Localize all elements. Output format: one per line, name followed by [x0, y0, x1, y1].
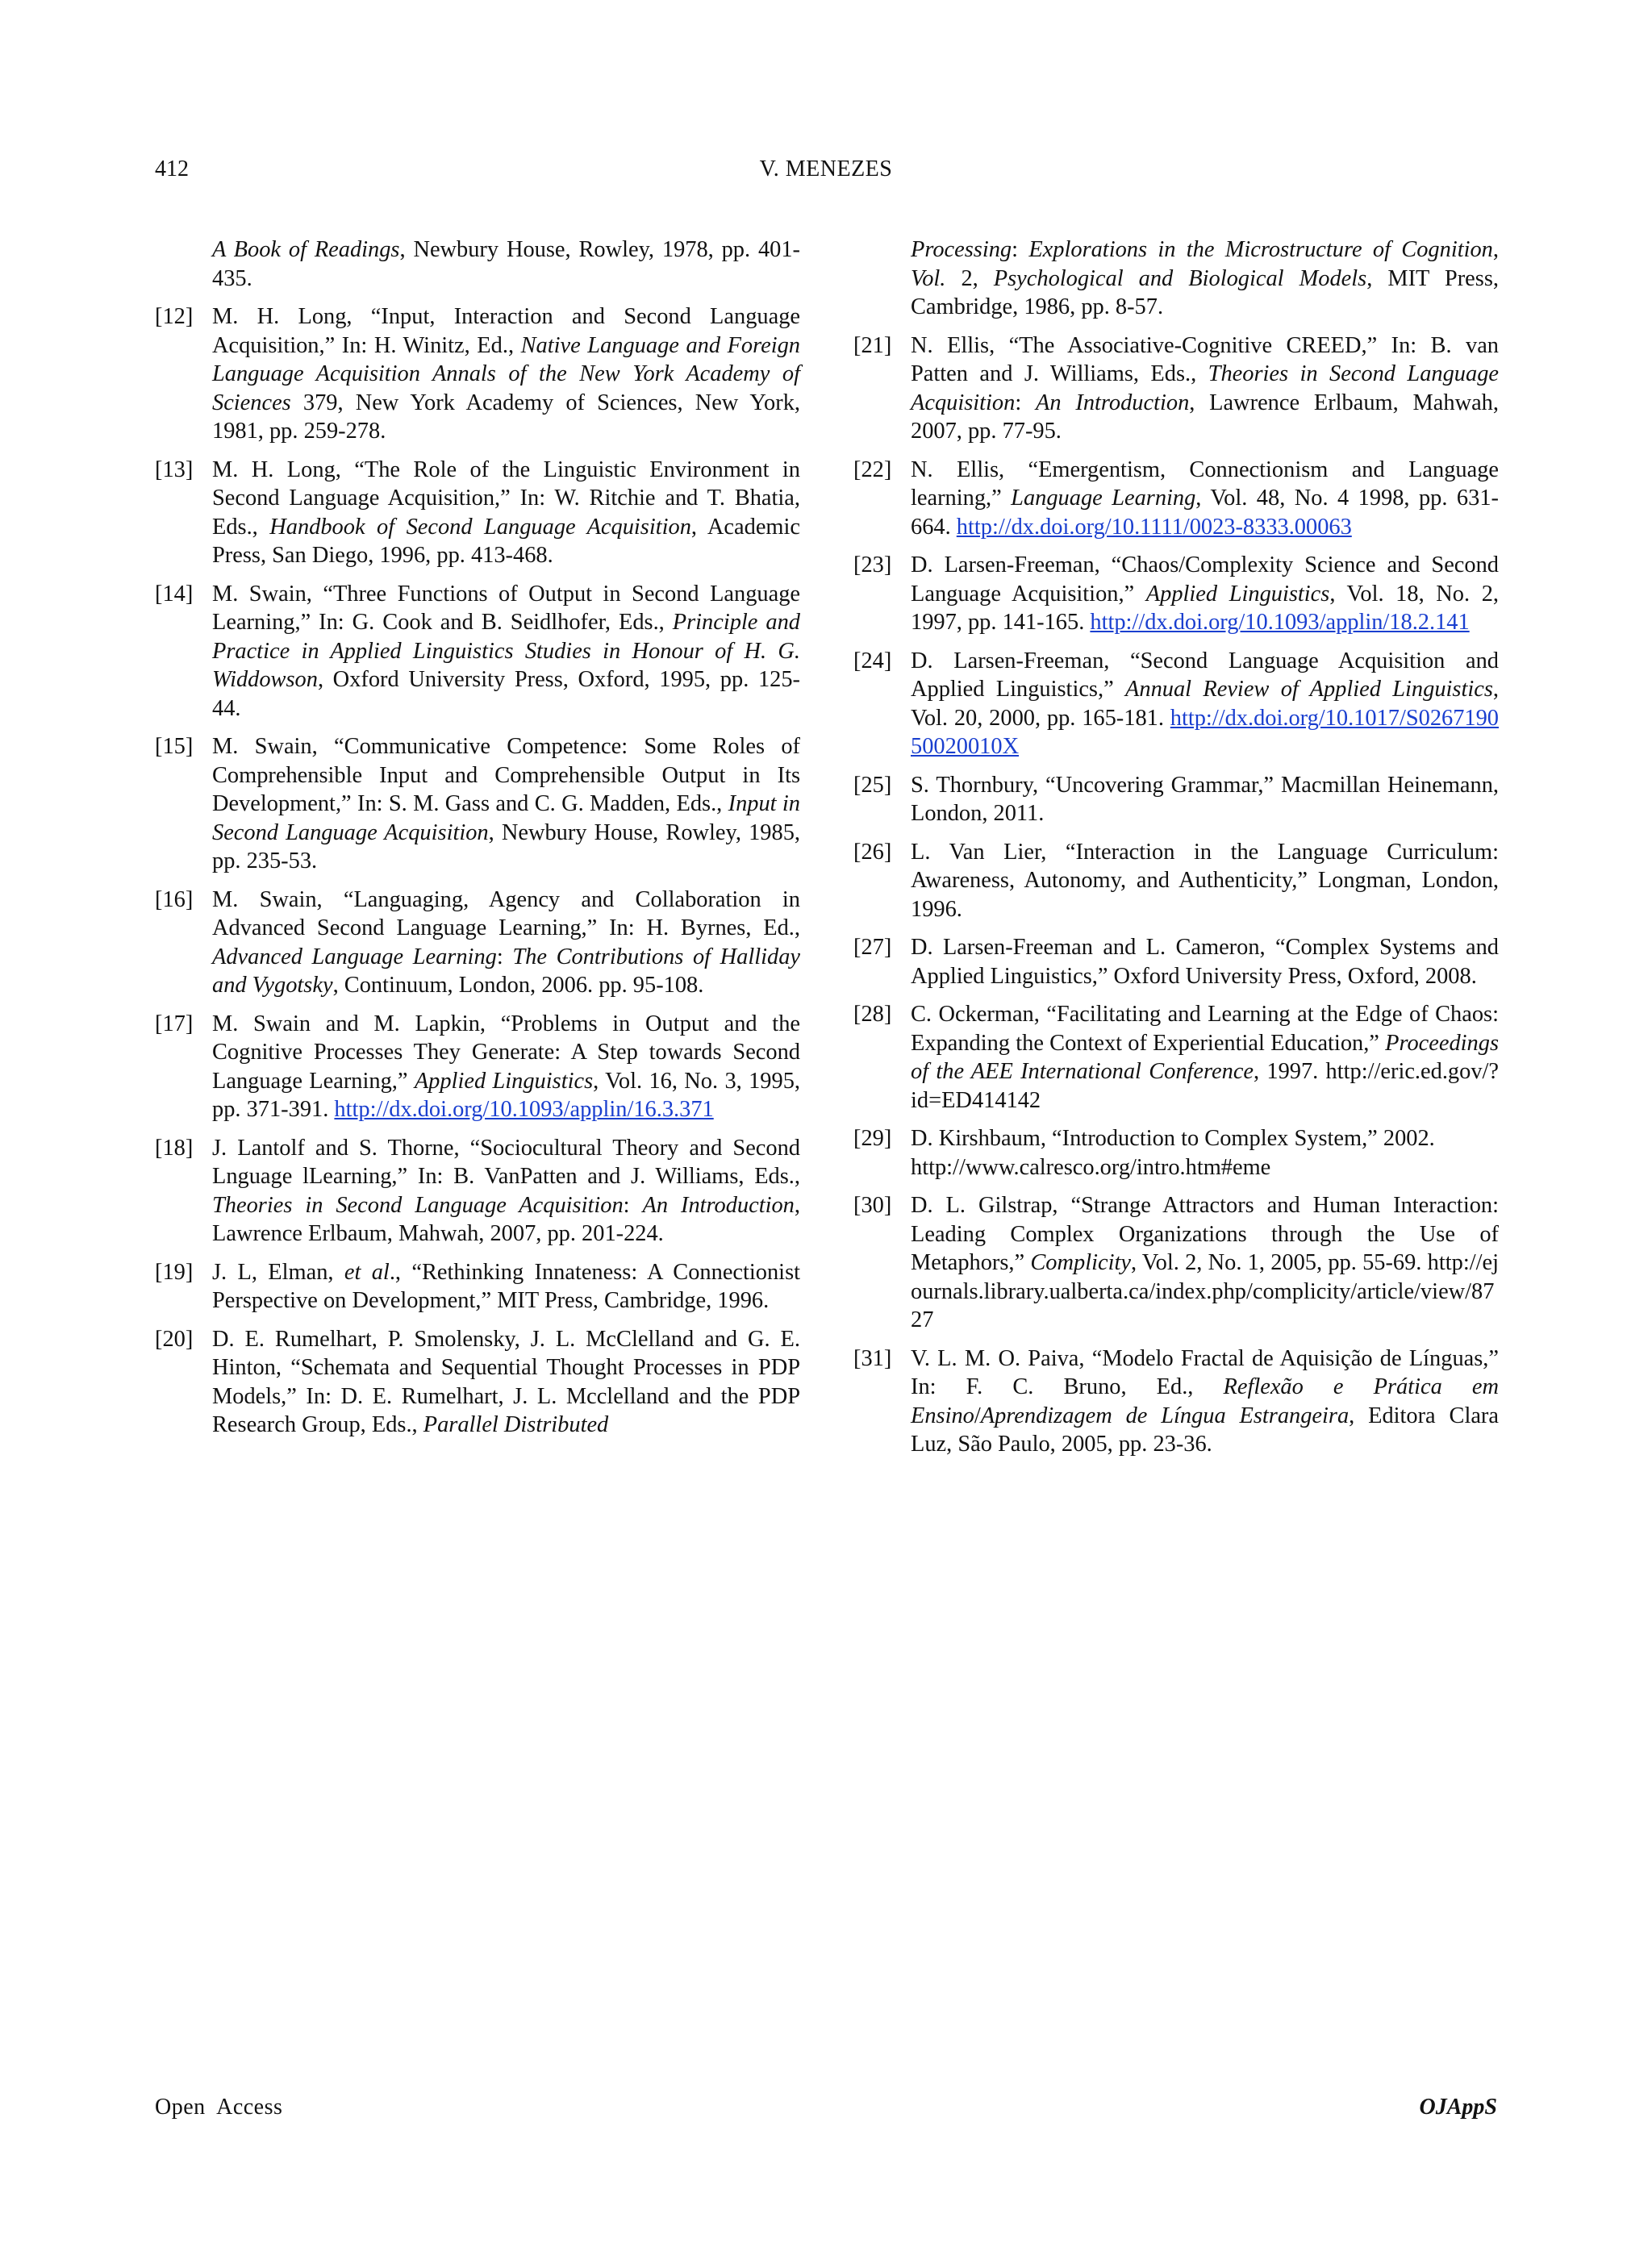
reference-number: [13] — [155, 457, 194, 482]
reference-text: N. Ellis, “Emergentism, Connectionism and Language learning,” Language Learning, Vol. 48, No. 4 1998, pp. 631-664. http://dx.doi.org/10.1111/0023-8333.00063 — [911, 457, 1499, 540]
reference-text: D. Larsen-Freeman, “Second Language Acquisition and Applied Linguistics,” Annual Review of Applied Linguistics, Vol. 20, 2000, pp. 165-181. http://dx.doi.org/10.1017/S026719050020010X — [911, 648, 1499, 759]
reference-text: D. Larsen-Freeman, “Chaos/Complexity Science and Second Language Acquisition,” Applied Linguistics, Vol. 18, No. 2, 1997, pp. 141-165. http://dx.doi.org/10.1093/applin/18.2.141 — [911, 552, 1499, 635]
reference-14 — [155, 580, 800, 723]
reference-13 — [155, 456, 800, 570]
journal-abbreviation: OJAppS — [1419, 2095, 1497, 2120]
reference-number: [24] — [853, 648, 892, 673]
page-number: 412 — [155, 156, 189, 181]
reference-17 — [155, 1010, 800, 1124]
reference-number: [18] — [155, 1135, 194, 1161]
reference-number: [28] — [853, 1002, 892, 1027]
reference-text: M. Swain, “Communicative Competence: Some Roles of Comprehensible Input and Comprehensible Output in Its Development,” In: S. M. Gass and C. G. Madden, Eds., Input in Second Language Acquisition, Newbury House, Rowley, 1985, pp. 235-53. — [212, 734, 800, 873]
doi-link[interactable]: http://dx.doi.org/10.1017/S026719050020010X — [911, 705, 1499, 759]
reference-text: L. Van Lier, “Interaction in the Language Curriculum: Awareness, Autonomy, and Authenticity,” Longman, London, 1996. — [911, 839, 1499, 922]
reference-30 — [853, 1191, 1499, 1335]
reference-28 — [853, 1000, 1499, 1115]
doi-link[interactable]: http://dx.doi.org/10.1111/0023-8333.00063 — [956, 514, 1352, 540]
reference-21 — [853, 331, 1499, 446]
reference-text: C. Ockerman, “Facilitating and Learning at the Edge of Chaos: Expanding the Context of Experiential Education,” Proceedings of the AEE International Conference, 1997. http://eric.ed.gov/?id=ED414142 — [911, 1002, 1499, 1113]
reference-29 — [853, 1124, 1499, 1182]
reference-19 — [155, 1258, 800, 1315]
reference-25 — [853, 771, 1499, 828]
reference-11-continuation: A Book of Readings, Newbury House, Rowley, 1978, pp. 401-435. — [212, 237, 800, 291]
reference-text: D. Larsen-Freeman and L. Cameron, “Complex Systems and Applied Linguistics,” Oxford University Press, Oxford, 2008. — [911, 935, 1499, 989]
reference-text: M. Swain, “Languaging, Agency and Collaboration in Advanced Second Language Learning,” In: H. Byrnes, Ed., Advanced Language Learning: The Contributions of Halliday and Vygotsky, Continuum, London, 2006. pp. 95-108. — [212, 886, 800, 998]
reference-12 — [155, 302, 800, 446]
reference-number: [12] — [155, 304, 194, 329]
reference-18 — [155, 1134, 800, 1249]
doi-link[interactable]: http://dx.doi.org/10.1093/applin/16.3.371 — [334, 1097, 714, 1122]
reference-20 — [155, 1325, 800, 1440]
reference-31 — [853, 1345, 1499, 1459]
reference-26 — [853, 838, 1499, 924]
reference-16 — [155, 886, 800, 1000]
reference-number: [26] — [853, 839, 892, 865]
references-left-column — [155, 236, 800, 1449]
journal-url: http://ejournals.library.ualberta.ca/index.php/complicity/article/view/8727 — [911, 1250, 1499, 1332]
reference-number: [23] — [853, 552, 892, 577]
reference-number: [29] — [853, 1126, 892, 1151]
reference-number: [17] — [155, 1011, 194, 1036]
running-title: V. MENEZES — [759, 156, 893, 181]
reference-number: [21] — [853, 332, 892, 358]
reference-text: M. Swain, “Three Functions of Output in Second Language Learning,” In: G. Cook and B. Seidlhofer, Eds., Principle and Practice in Applied Linguistics Studies in Honour of H. G. Widdowson, Oxford University Press, Oxford, 1995, pp. 125-44. — [212, 581, 800, 721]
reference-24 — [853, 647, 1499, 761]
reference-text: V. L. M. O. Paiva, “Modelo Fractal de Aquisição de Línguas,” In: F. C. Bruno, Ed., Reflexão e Prática em Ensino/Aprendizagem de Língua Estrangeira, Editora Clara Luz, São Paulo, 2005, pp. 23-36. — [911, 1345, 1500, 1457]
reference-number: [25] — [853, 772, 892, 798]
reference-text: S. Thornbury, “Uncovering Grammar,” Macmillan Heinemann, London, 2011. — [911, 772, 1499, 826]
page-header — [155, 156, 1497, 189]
reference-text: D. Kirshbaum, “Introduction to Complex System,” 2002. http://www.calresco.org/intro.htm#eme — [911, 1126, 1435, 1180]
references-right-column — [853, 236, 1499, 1469]
reference-text: N. Ellis, “The Associative-Cognitive CREED,” In: B. van Patten and J. Williams, Eds., Theories in Second Language Acquisition: An Introduction, Lawrence Erlbaum, Mahwah, 2007, pp. 77-95. — [911, 332, 1499, 444]
reference-number: [19] — [155, 1259, 194, 1285]
reference-text: D. L. Gilstrap, “Strange Attractors and Human Interaction: Leading Complex Organizations through the Use of Metaphors,” Complicity, Vol. 2, No. 1, 2005, pp. 55-69. http://ejournals.library.ualberta.ca/index.php/complicity/article/view/8727 — [911, 1193, 1499, 1332]
reference-20-continuation: Processing: Explorations in the Microstructure of Cognition, Vol. 2, Psychological and Biological Models, MIT Press, Cambridge, 1986, pp. 8-57. — [911, 237, 1499, 319]
reference-text: J. Lantolf and S. Thorne, “Sociocultural Theory and Second Lnguage lLearning,” In: B. VanPatten and J. Williams, Eds., Theories in Second Language Acquisition: An Introduction, Lawrence Erlbaum, Mahwah, 2007, pp. 201-224. — [212, 1135, 800, 1246]
reference-22 — [853, 456, 1499, 542]
reference-27 — [853, 933, 1499, 990]
page-footer — [155, 2095, 1497, 2127]
reference-number: [27] — [853, 935, 892, 960]
reference-text: J. L, Elman, et al., “Rethinking Innateness: A Connectionist Perspective on Development,” MIT Press, Cambridge, 1996. — [212, 1259, 801, 1313]
open-access-label: Open Access — [155, 2095, 283, 2120]
reference-number: [15] — [155, 734, 194, 759]
reference-number: [30] — [853, 1193, 892, 1218]
reference-number: [14] — [155, 581, 194, 607]
reference-number: [16] — [155, 886, 194, 912]
reference-text: M. H. Long, “Input, Interaction and Second Language Acquisition,” In: H. Winitz, Ed., Native Language and Foreign Language Acquisition Annals of the New York Academy of Sciences 379, New York Academy of Sciences, New York, 1981, pp. 259-278. — [212, 304, 801, 444]
reference-15 — [155, 732, 800, 876]
reference-text: D. E. Rumelhart, P. Smolensky, J. L. McClelland and G. E. Hinton, “Schemata and Sequential Thought Processes in PDP Models,” In: D. E. Rumelhart, J. L. Mcclelland and the PDP Research Group, Eds., Parallel Distributed — [212, 1326, 800, 1437]
reference-number: [22] — [853, 457, 892, 482]
reference-text: M. H. Long, “The Role of the Linguistic Environment in Second Language Acquisition,” In: W. Ritchie and T. Bhatia, Eds., Handbook of Second Language Acquisition, Academic Press, San Diego, 1996, pp. 413-468. — [212, 457, 800, 568]
reference-text: M. Swain and M. Lapkin, “Problems in Output and the Cognitive Processes They Generate: A Step towards Second Language Learning,” Applied Linguistics, Vol. 16, No. 3, 1995, pp. 371-391. http://dx.doi.org/10.1093/applin/16.3.371 — [212, 1011, 800, 1122]
doi-link[interactable]: http://dx.doi.org/10.1093/applin/18.2.141 — [1090, 610, 1470, 635]
reference-number: [20] — [155, 1326, 194, 1352]
reference-number: [31] — [853, 1345, 892, 1371]
reference-23 — [853, 551, 1499, 637]
